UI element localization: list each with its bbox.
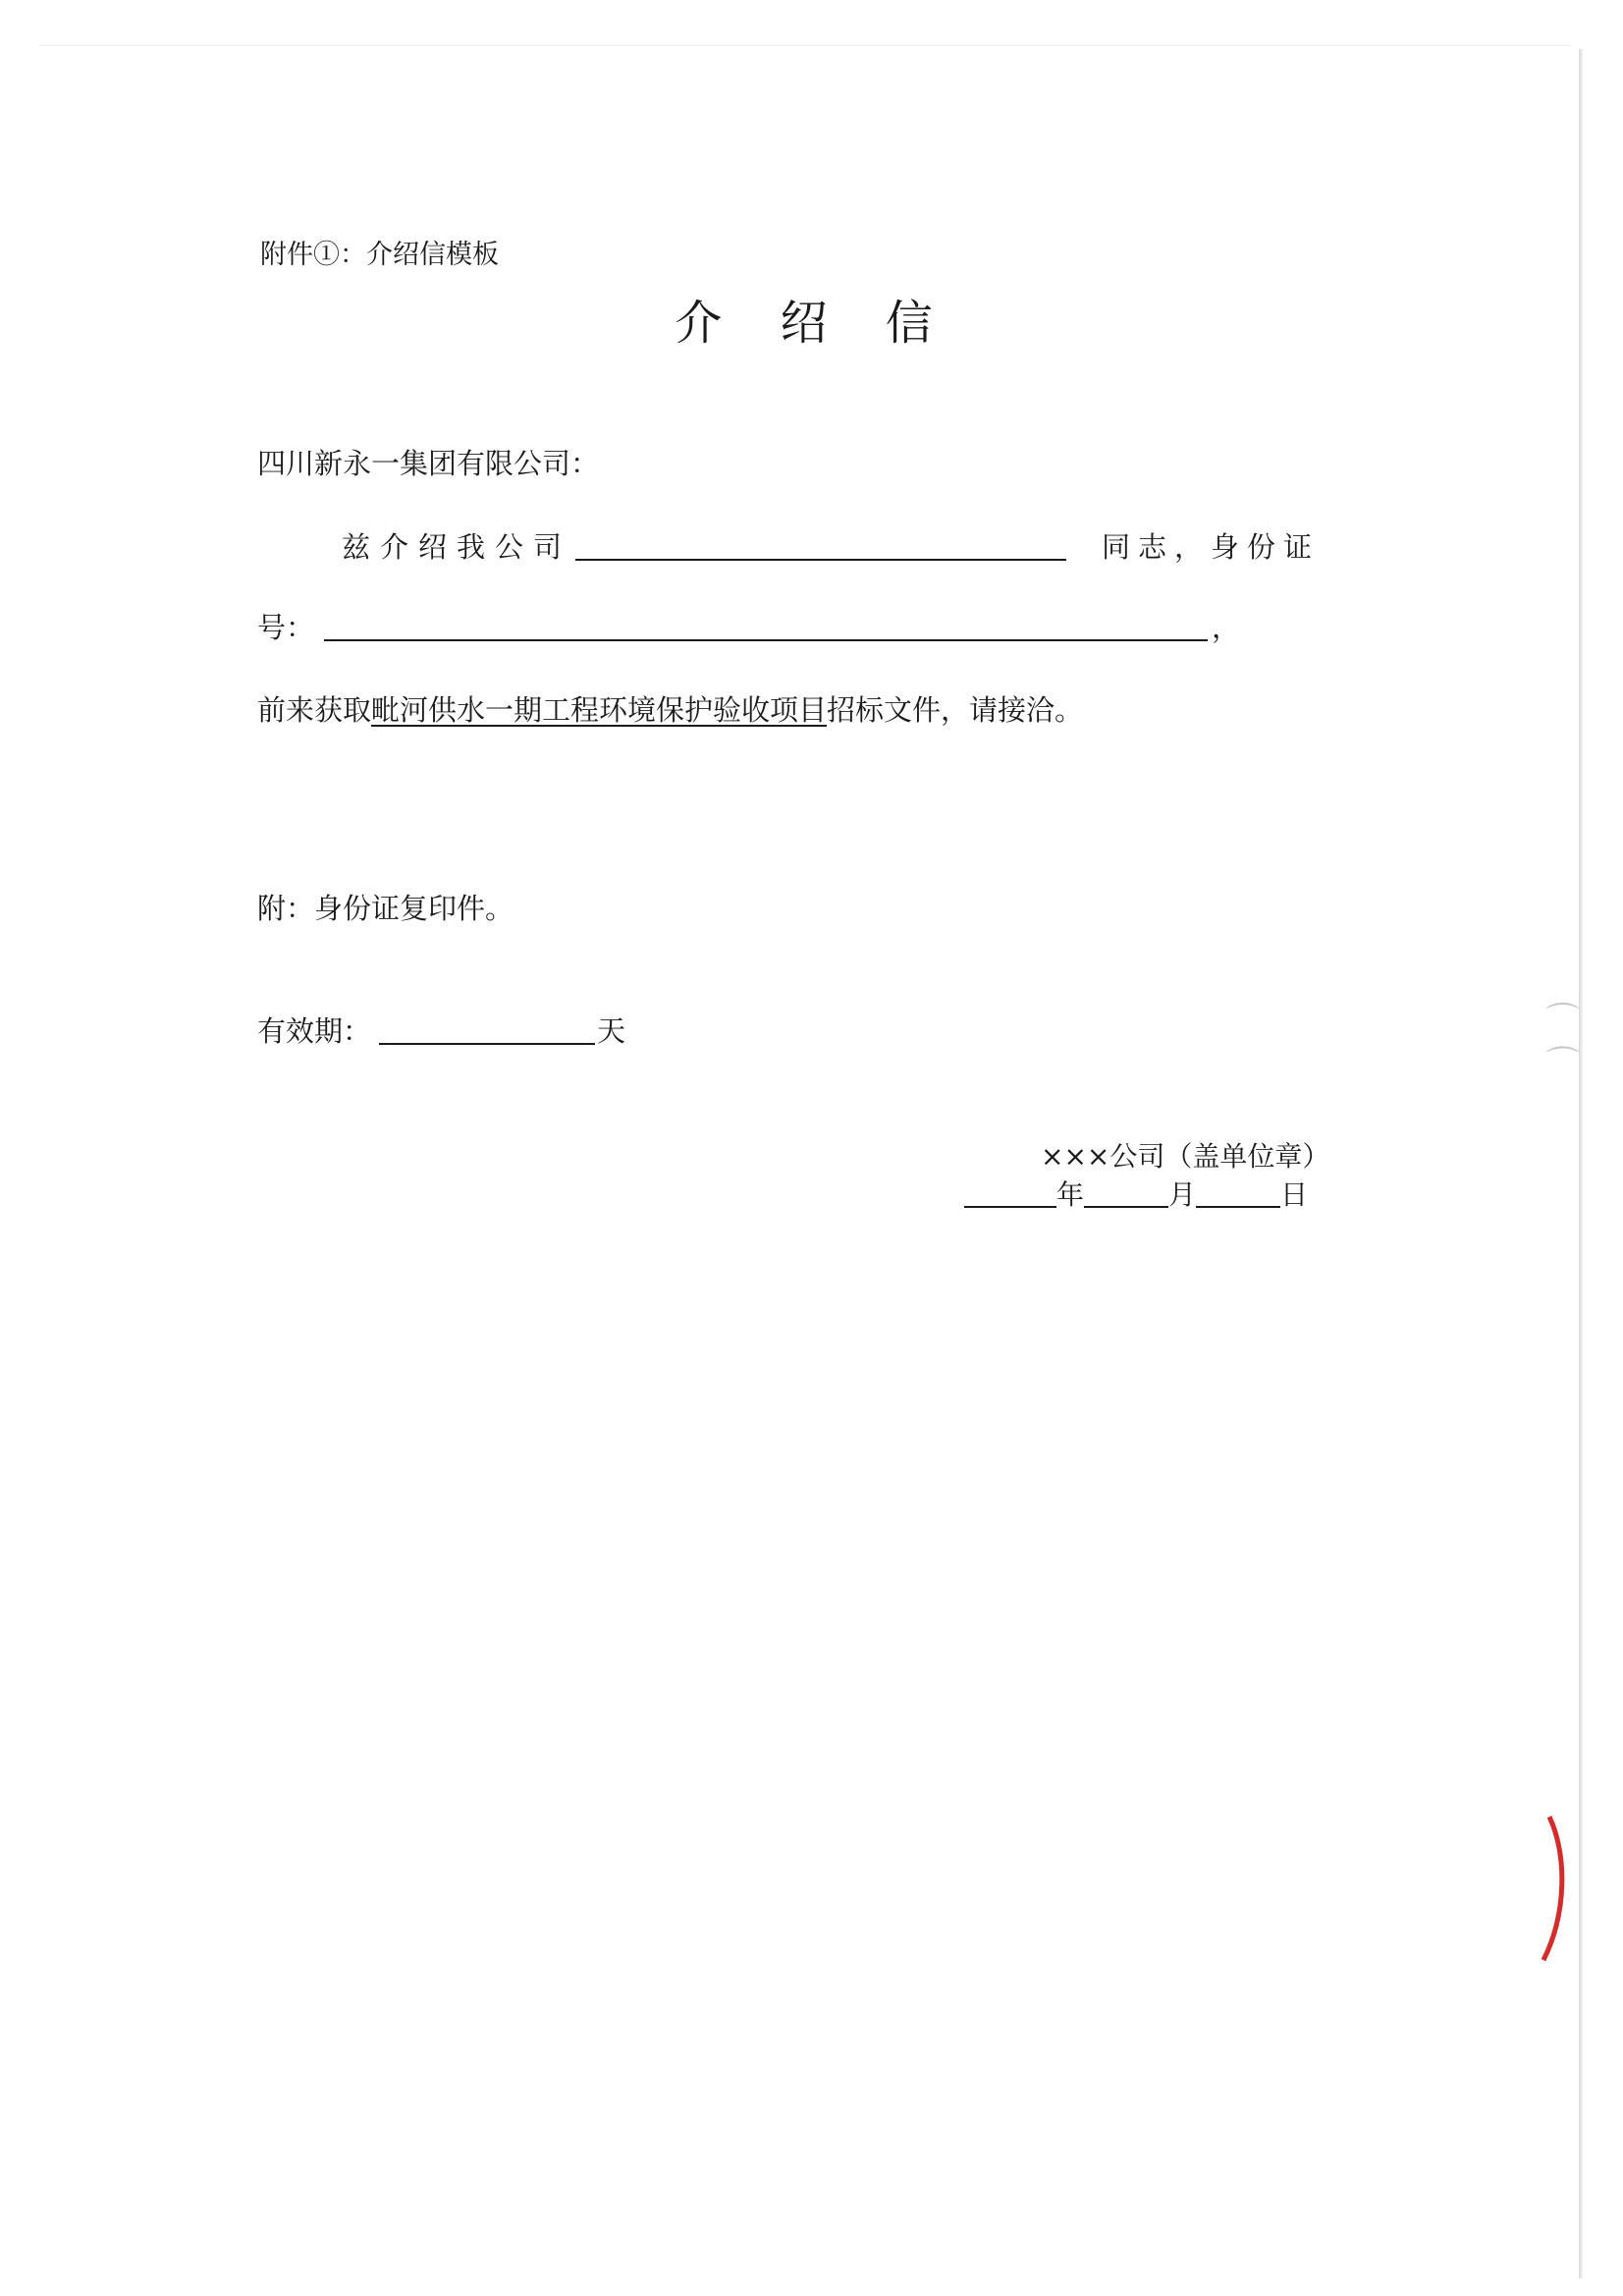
- seal-bleed-through: ⌒ ⌒: [1540, 1002, 1579, 1079]
- validity-unit: 天: [597, 1014, 626, 1048]
- purpose-suffix: 招标文件，请接洽。: [827, 693, 1084, 727]
- id-number-blank[interactable]: [324, 614, 1208, 641]
- validity-label: 有效期：: [257, 1014, 372, 1048]
- purpose-line: [257, 693, 1084, 727]
- document-title: 介 绍 信: [675, 296, 954, 351]
- validity-line: [257, 1014, 626, 1048]
- attachment-note: 附：身份证复印件。: [257, 892, 514, 925]
- day-label: 日: [1280, 1178, 1309, 1211]
- intro-prefix: 兹介绍我公司: [342, 530, 572, 564]
- year-label: 年: [1056, 1178, 1085, 1211]
- id-number-suffix: ，: [1212, 611, 1241, 644]
- project-name: 毗河供水一期工程环境保护验收项目: [371, 693, 828, 727]
- red-seal-edge: [1538, 1815, 1571, 1962]
- month-label: 月: [1168, 1178, 1197, 1211]
- scan-right-edge: [1579, 49, 1583, 2278]
- month-blank[interactable]: [1084, 1182, 1168, 1208]
- signer-company: ×××公司（盖单位章）: [1041, 1140, 1330, 1173]
- attachment-header: 附件①：介绍信模板: [260, 240, 499, 270]
- name-blank[interactable]: [575, 533, 1066, 561]
- id-number-label: 号：: [257, 611, 315, 644]
- intro-line: [342, 530, 1070, 564]
- date-line: [964, 1178, 1309, 1211]
- id-number-line: [257, 611, 1241, 644]
- intro-suffix: 同志，身份证: [1102, 530, 1321, 564]
- scan-top-edge: [39, 45, 1571, 46]
- year-blank[interactable]: [964, 1182, 1056, 1208]
- purpose-prefix: 前来获取: [257, 693, 372, 727]
- addressee: 四川新永一集团有限公司：: [257, 447, 600, 480]
- day-blank[interactable]: [1196, 1182, 1280, 1208]
- validity-blank[interactable]: [379, 1017, 595, 1045]
